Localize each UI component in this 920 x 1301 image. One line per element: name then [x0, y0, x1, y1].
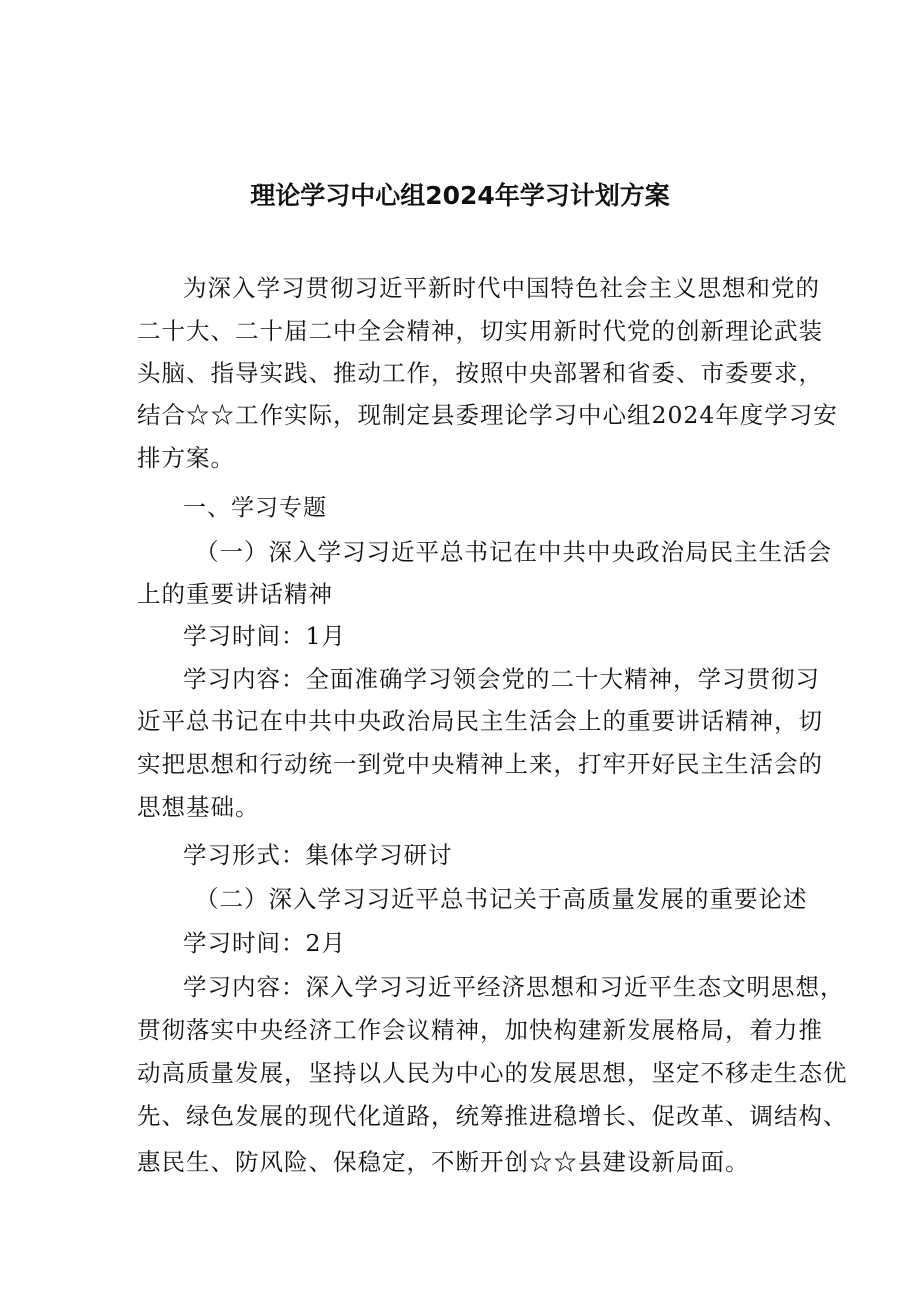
intro-line: 二十大、二十届二中全会精神，切实用新时代党的创新理论武装 [137, 317, 823, 345]
study-time: 学习时间：1月 [183, 622, 346, 650]
section-heading: 一、学习专题 [183, 495, 327, 521]
topic-title: （一）深入学习习近平总书记在中共中央政治局民主生活会 [195, 538, 832, 566]
topic-title: （二）深入学习习近平总书记关于高质量发展的重要论述 [195, 885, 808, 913]
study-time: 学习时间：2月 [183, 929, 346, 957]
study-form: 学习形式：集体学习研讨 [183, 841, 453, 869]
document-title: 理论学习中心组2024年学习计划方案 [250, 181, 670, 210]
study-content-line: 惠民生、防风险、保稳定，不断开创☆☆县建设新局面。 [137, 1148, 750, 1176]
study-content-line: 近平总书记在中共中央政治局民主生活会上的重要讲话精神，切 [137, 707, 823, 735]
study-content-line: 贯彻落实中央经济工作会议精神，加快构建新发展格局，着力推 [137, 1016, 823, 1044]
topic-title: 上的重要讲话精神 [137, 580, 333, 608]
study-content-line: 思想基础。 [137, 793, 260, 821]
study-content-line: 动高质量发展，坚持以人民为中心的发展思想，坚定不移走生态优 [137, 1059, 848, 1087]
study-content-line: 学习内容：深入学习习近平经济思想和习近平生态文明思想， [183, 973, 845, 1001]
intro-line: 排方案。 [137, 444, 235, 472]
intro-line: 结合☆☆工作实际，现制定县委理论学习中心组2024年度学习安 [137, 401, 838, 429]
study-content-line: 学习内容：全面准确学习领会党的二十大精神，学习贯彻习 [183, 665, 820, 693]
intro-line: 为深入学习贯彻习近平新时代中国特色社会主义思想和党的 [183, 274, 820, 302]
study-content-line: 先、绿色发展的现代化道路，统筹推进稳增长、促改革、调结构、 [137, 1102, 848, 1130]
study-content-line: 实把思想和行动统一到党中央精神上来，打牢开好民主生活会的 [137, 750, 823, 778]
intro-line: 头脑、指导实践、推动工作，按照中央部署和省委、市委要求， [137, 359, 823, 387]
